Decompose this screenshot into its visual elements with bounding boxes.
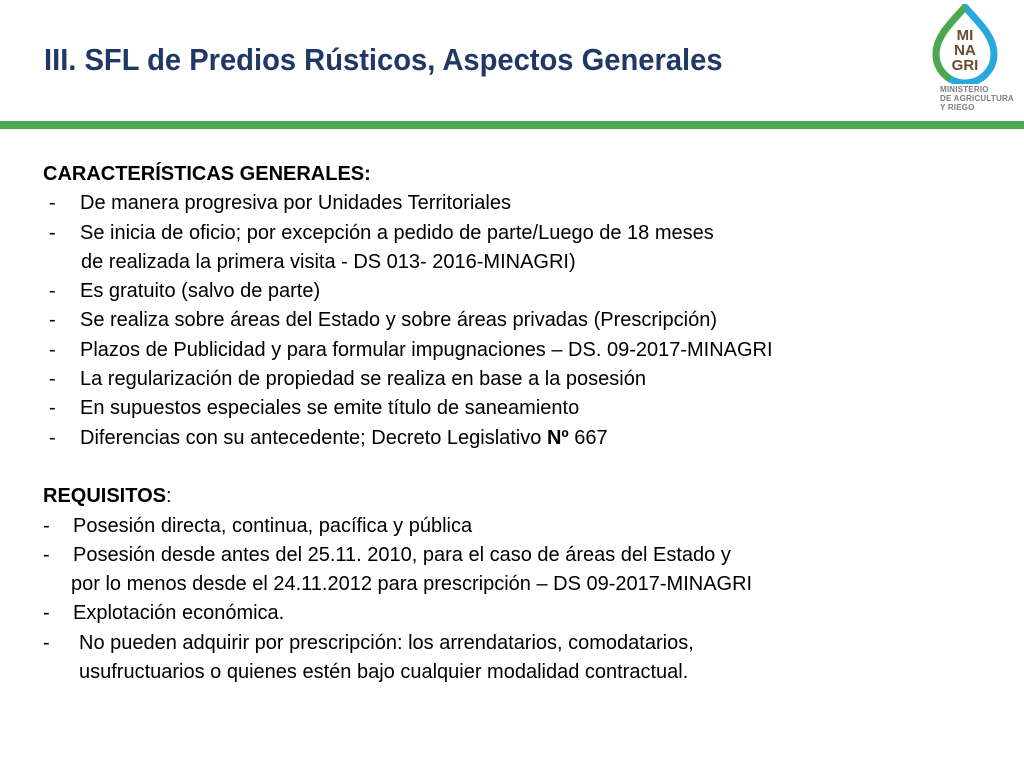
list-item: [43, 189, 993, 218]
list-item-text: Se inicia de oficio; por excepción a pedido de parte/Luego de 18 meses: [80, 221, 714, 244]
logo-caption: [940, 85, 1014, 112]
list-item-continuation: de realizada la primera visita - DS 013- 2016-MINAGRI): [81, 250, 576, 273]
requisitos-heading: REQUISITOS: [43, 485, 166, 508]
bullet-dash: -: [49, 338, 56, 361]
list-item-text: Diferencias con su antecedente; Decreto Legislativo: [80, 426, 547, 449]
bullet-dash: -: [49, 221, 56, 244]
logo-caption-line: DE AGRICULTURA: [940, 94, 1014, 103]
bullet-dash: -: [49, 368, 56, 391]
list-item-continuation: usufructuarios o quienes estén bajo cualquier modalidad contractual.: [79, 661, 689, 684]
list-item-text: De manera progresiva por Unidades Territoriales: [80, 192, 511, 215]
bullet-dash: -: [49, 426, 56, 449]
list-item: [43, 306, 993, 335]
logo-mark-line-2: NA: [954, 42, 976, 59]
list-item: [43, 219, 993, 248]
bullet-dash: -: [43, 514, 50, 537]
list-item-bold-text: Nº: [546, 426, 569, 449]
list-item: [43, 277, 993, 306]
list-item-continuation: por lo menos desde el 24.11.2012 para prescripción – DS 09-2017-MINAGRI: [71, 573, 753, 596]
list-item-text: Explotación económica.: [73, 602, 285, 625]
section-gap: [43, 453, 993, 482]
bullet-dash: -: [43, 631, 50, 654]
slide-title: III. SFL de Predios Rústicos, Aspectos Generales: [44, 42, 723, 77]
requisitos-heading-row: [43, 482, 993, 511]
list-item-text: Posesión directa, continua, pacífica y pública: [73, 514, 473, 537]
bullet-dash: -: [49, 397, 56, 420]
list-item: [43, 424, 993, 453]
list-item-text: Es gratuito (salvo de parte): [80, 280, 321, 303]
bullet-dash: -: [43, 543, 50, 566]
list-item: [43, 541, 993, 570]
list-item-text: En supuestos especiales se emite título de saneamiento: [80, 397, 580, 420]
bullet-dash: -: [43, 602, 50, 625]
list-item-text: 667: [568, 426, 608, 449]
bullet-dash: -: [49, 280, 56, 303]
logo-caption-line: Y RIEGO: [940, 103, 975, 112]
list-item: [43, 336, 993, 365]
caracteristicas-heading: CARACTERÍSTICAS GENERALES:: [43, 163, 371, 185]
list-item: [43, 365, 993, 394]
requisitos-heading-colon: :: [166, 485, 172, 508]
list-item: [43, 599, 993, 628]
minagri-drop-icon: [920, 4, 1020, 84]
list-item-text: Se realiza sobre áreas del Estado y sobre áreas privadas (Prescripción): [80, 309, 717, 332]
list-item-text: La regularización de propiedad se realiza en base a la posesión: [80, 368, 646, 391]
bullet-dash: -: [49, 192, 56, 215]
list-item-text: No pueden adquirir por prescripción: los arrendatarios, comodatarios,: [79, 631, 694, 654]
slide-body: [43, 160, 993, 687]
logo-mark-line-3: GRI: [951, 57, 979, 74]
list-item: [43, 394, 993, 423]
bullet-dash: -: [49, 309, 56, 332]
list-item-text: Posesión desde antes del 25.11. 2010, para el caso de áreas del Estado y: [73, 543, 731, 566]
list-item-text: Plazos de Publicidad y para formular impugnaciones – DS. 09-2017-MINAGRI: [80, 338, 773, 361]
logo-mark-line-1: MI: [956, 27, 974, 44]
logo-caption-line: MINISTERIO: [940, 85, 989, 94]
title-divider: [0, 121, 1024, 129]
list-item: [43, 629, 993, 658]
list-item: [43, 512, 993, 541]
